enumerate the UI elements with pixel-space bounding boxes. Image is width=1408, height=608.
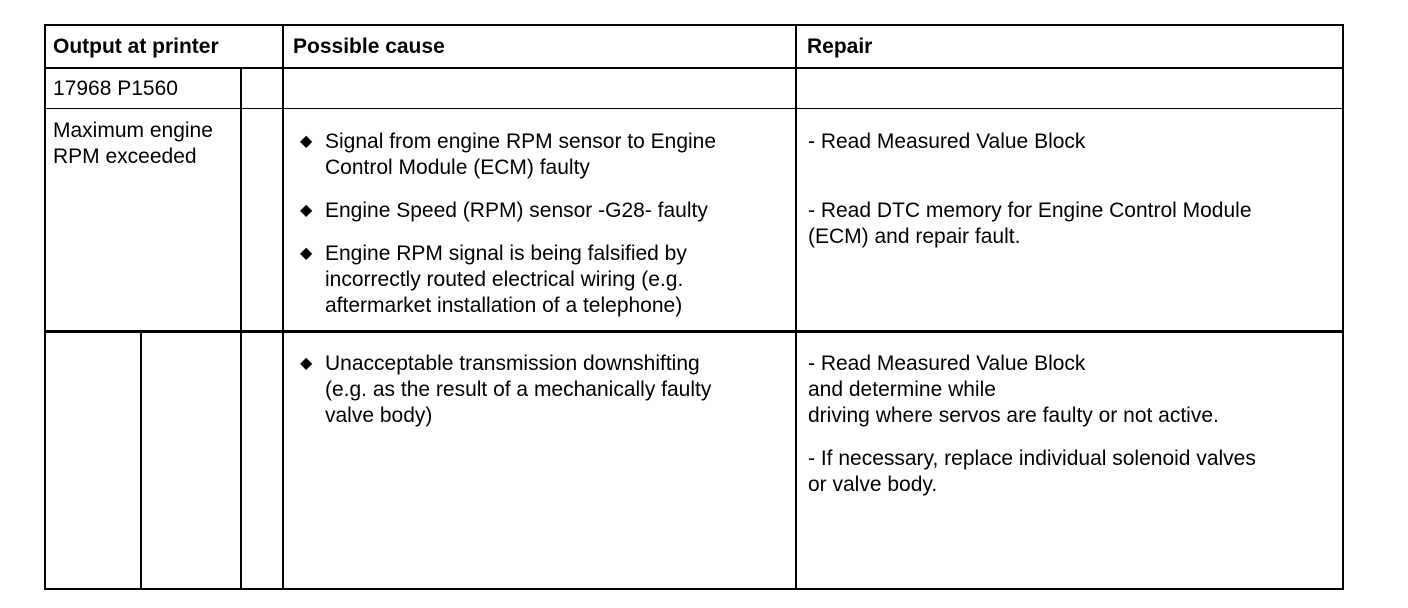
header-divider [44,67,1342,69]
row2-subcol-divider [140,330,142,588]
row2-repair2-line1: - If necessary, replace individual solenoid valves [808,447,1256,470]
header-repair: Repair [807,35,873,58]
header-output: Output at printer [53,35,219,58]
row2-repair1-line3: driving where servos are faulty or not active. [808,404,1219,427]
fault-code: 17968 P1560 [53,77,178,100]
row1-cause3-line3: aftermarket installation of a telephone) [325,294,683,317]
code-row-divider [44,108,1342,109]
row2-repair2-line2: or valve body. [808,473,938,496]
row1-cause3-line2: incorrectly routed electrical wiring (e.g. [325,268,684,291]
cause-bullet-icon: ◆ [300,202,313,219]
row1-repair2-line2: (ECM) and repair fault. [808,225,1021,248]
row1-output-line2: RPM exceeded [53,145,197,168]
cause-bullet-icon: ◆ [300,245,313,262]
col-output-divider [240,67,242,588]
row1-cause3-line1: Engine RPM signal is being falsified by [325,242,687,265]
col-cause-divider [282,24,284,588]
row2-cause1-line1: Unacceptable transmission downshifting [325,352,700,375]
row1-cause1-line1: Signal from engine RPM sensor to Engine [325,130,717,153]
row2-repair1-line1: - Read Measured Value Block [808,352,1086,375]
row1-output-line1: Maximum engine [53,119,213,142]
row2-cause1-line3: valve body) [325,404,433,427]
row2-cause1-line2: (e.g. as the result of a mechanically faulty [325,378,712,401]
header-possible-cause: Possible cause [293,35,445,58]
row1-divider [44,330,1342,333]
row1-repair2-line1: - Read DTC memory for Engine Control Module [808,199,1252,222]
cause-bullet-icon: ◆ [300,355,313,372]
row1-cause1-line2: Control Module (ECM) faulty [325,156,590,179]
cause-bullet-icon: ◆ [300,133,313,150]
row2-repair1-line2: and determine while [808,378,996,401]
row1-repair1-line1: - Read Measured Value Block [808,130,1086,153]
row1-cause2-line1: Engine Speed (RPM) sensor -G28- faulty [325,199,708,222]
col-repair-divider [795,24,797,588]
